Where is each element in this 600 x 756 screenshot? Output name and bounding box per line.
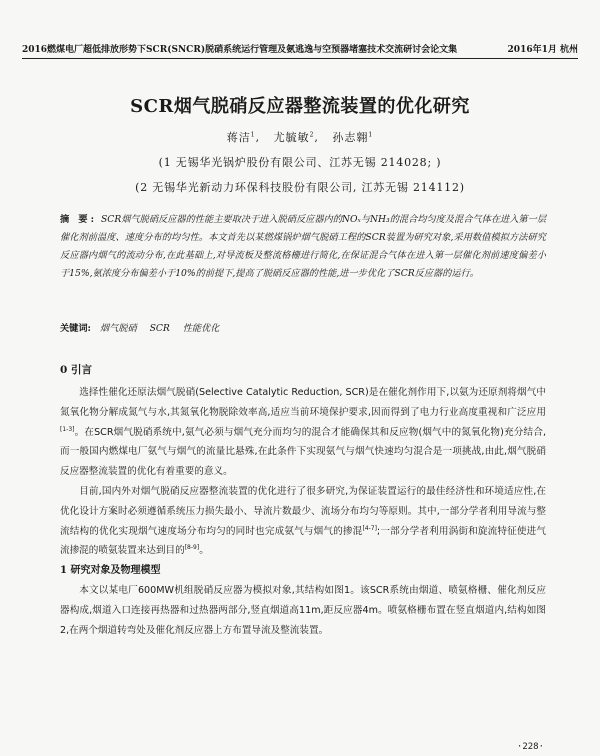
- paragraph: [60, 482, 546, 561]
- paragraph: 本文以某电厂600MW机组脱硝反应器为模拟对象,其结构如图1。该SCR系统由烟道、喷氨格栅、催化剂反应器构成,烟道入口连接再热器和过热器两部分,竖直烟道高11m,距反应器4m。喷氨格栅布置在竖直烟道内,结构如图2,在两个烟道转弯处及催化剂反应器上方布置导流及整流装置。: [60, 584, 546, 636]
- paper-title: SCR烟气脱硝反应器整流装置的优化研究: [130, 96, 470, 117]
- keyword: 性能优化: [182, 323, 220, 334]
- paragraph: [60, 383, 546, 482]
- page-number: ·228·: [516, 742, 544, 752]
- abstract-label: 摘 要:: [60, 214, 97, 225]
- text-run: 选择性催化还原法烟气脱硝(Selective Catalytic Reduction, SCR)是在催化剂作用下,以氨为还原剂将烟气中氮氧化物分解成氮气与水,其氮氧化物脱除效率高,适应当前环境保护要求,因而得到了电力行业高度重视和广泛应用: [60, 387, 546, 418]
- author-name: 蒋洁: [226, 131, 251, 144]
- author-affiliation-mark: 1: [368, 131, 374, 139]
- keyword: 烟气脱硝: [99, 323, 137, 334]
- citation: [4-7]: [362, 524, 377, 532]
- citation: [8-9]: [184, 544, 200, 552]
- keywords-label: 关键词:: [60, 323, 91, 334]
- text-run: 。: [199, 545, 209, 557]
- author-affiliation-mark: 1: [250, 131, 256, 139]
- text-run: 目前,国内外对烟气脱硝反应器整流装置的优化进行了很多研究,为保证装置运行的最佳经济性和环境适应性,在优化设计方案时必须遵循系统压力损失最小、导流片数最少、流场分布均匀等原则。其中,一部分学者利用导流与整流结构的优化实现烟气速度场分布均匀的同时也完成氨气与烟气的掺混: [60, 485, 546, 537]
- author-affiliation-mark: 2: [309, 131, 315, 139]
- header-conference: 2016燃煤电厂超低排放形势下SCR(SNCR)脱硝系统运行管理及氨逃逸与空预器堵塞技术交流研讨会论文集: [22, 45, 458, 55]
- text-run: 。在SCR烟气脱硝系统中,氨气必须与烟气充分而均匀的混合才能确保其和反应物(烟气中的氮氧化物)充分结合,而一般国内燃煤电厂氨气与烟气的流量比悬殊,在此条件下实现氨气与烟气快速均匀混合是一项挑战,由此,烟气脱硝反应器整流装置的优化有着重要的意义。: [60, 426, 546, 478]
- running-header: [22, 44, 578, 59]
- affiliation-1: (1 无锡华光锅炉股份有限公司、江苏无锡 214028; ): [158, 156, 442, 169]
- section-heading-introduction: 0 引言: [60, 364, 92, 376]
- body-text: [60, 383, 546, 640]
- text-run: ;一部分学者利用涡街和旋流特征使进气流掺混的喷氨装置来达到目的: [60, 525, 547, 557]
- keyword: SCR: [149, 323, 170, 334]
- abstract: [60, 211, 546, 283]
- section-heading-research-object: 1 研究对象及物理模型: [60, 565, 161, 577]
- author-name: 尤毓敏: [273, 131, 310, 144]
- affiliation-2: (2 无锡华光新动力环保科技股份有限公司, 江苏无锡 214112): [135, 181, 465, 194]
- header-date-place: 2016年1月 杭州: [507, 45, 578, 55]
- author-list: 蒋洁$^1$, 尤毓敏$^2$, 孙志翱$^1$: [226, 131, 374, 144]
- author-name: 孙志翱: [332, 131, 369, 144]
- citation: [1-3]: [60, 425, 75, 433]
- abstract-text: SCR烟气脱硝反应器的性能主要取决于进入脱硝反应器内的NOₓ与NH₃的混合均匀度及混合气体在进入第一层催化剂前温度、速度分布的均匀性。本文首先以某燃煤锅炉烟气脱硝工程的SCR装置为研究对象,采用数值模拟方法研究反应器内烟气的流动分布,在此基础上,对导流板及整流格栅进行简化,在保证混合气体在进入第一层催化剂前速度偏差小于15%,氨浓度分布偏差小于10%的前提下,提高了脱硝反应器的性能,进一步优化了SCR反应器的运行。: [60, 214, 547, 279]
- keywords: [60, 321, 546, 337]
